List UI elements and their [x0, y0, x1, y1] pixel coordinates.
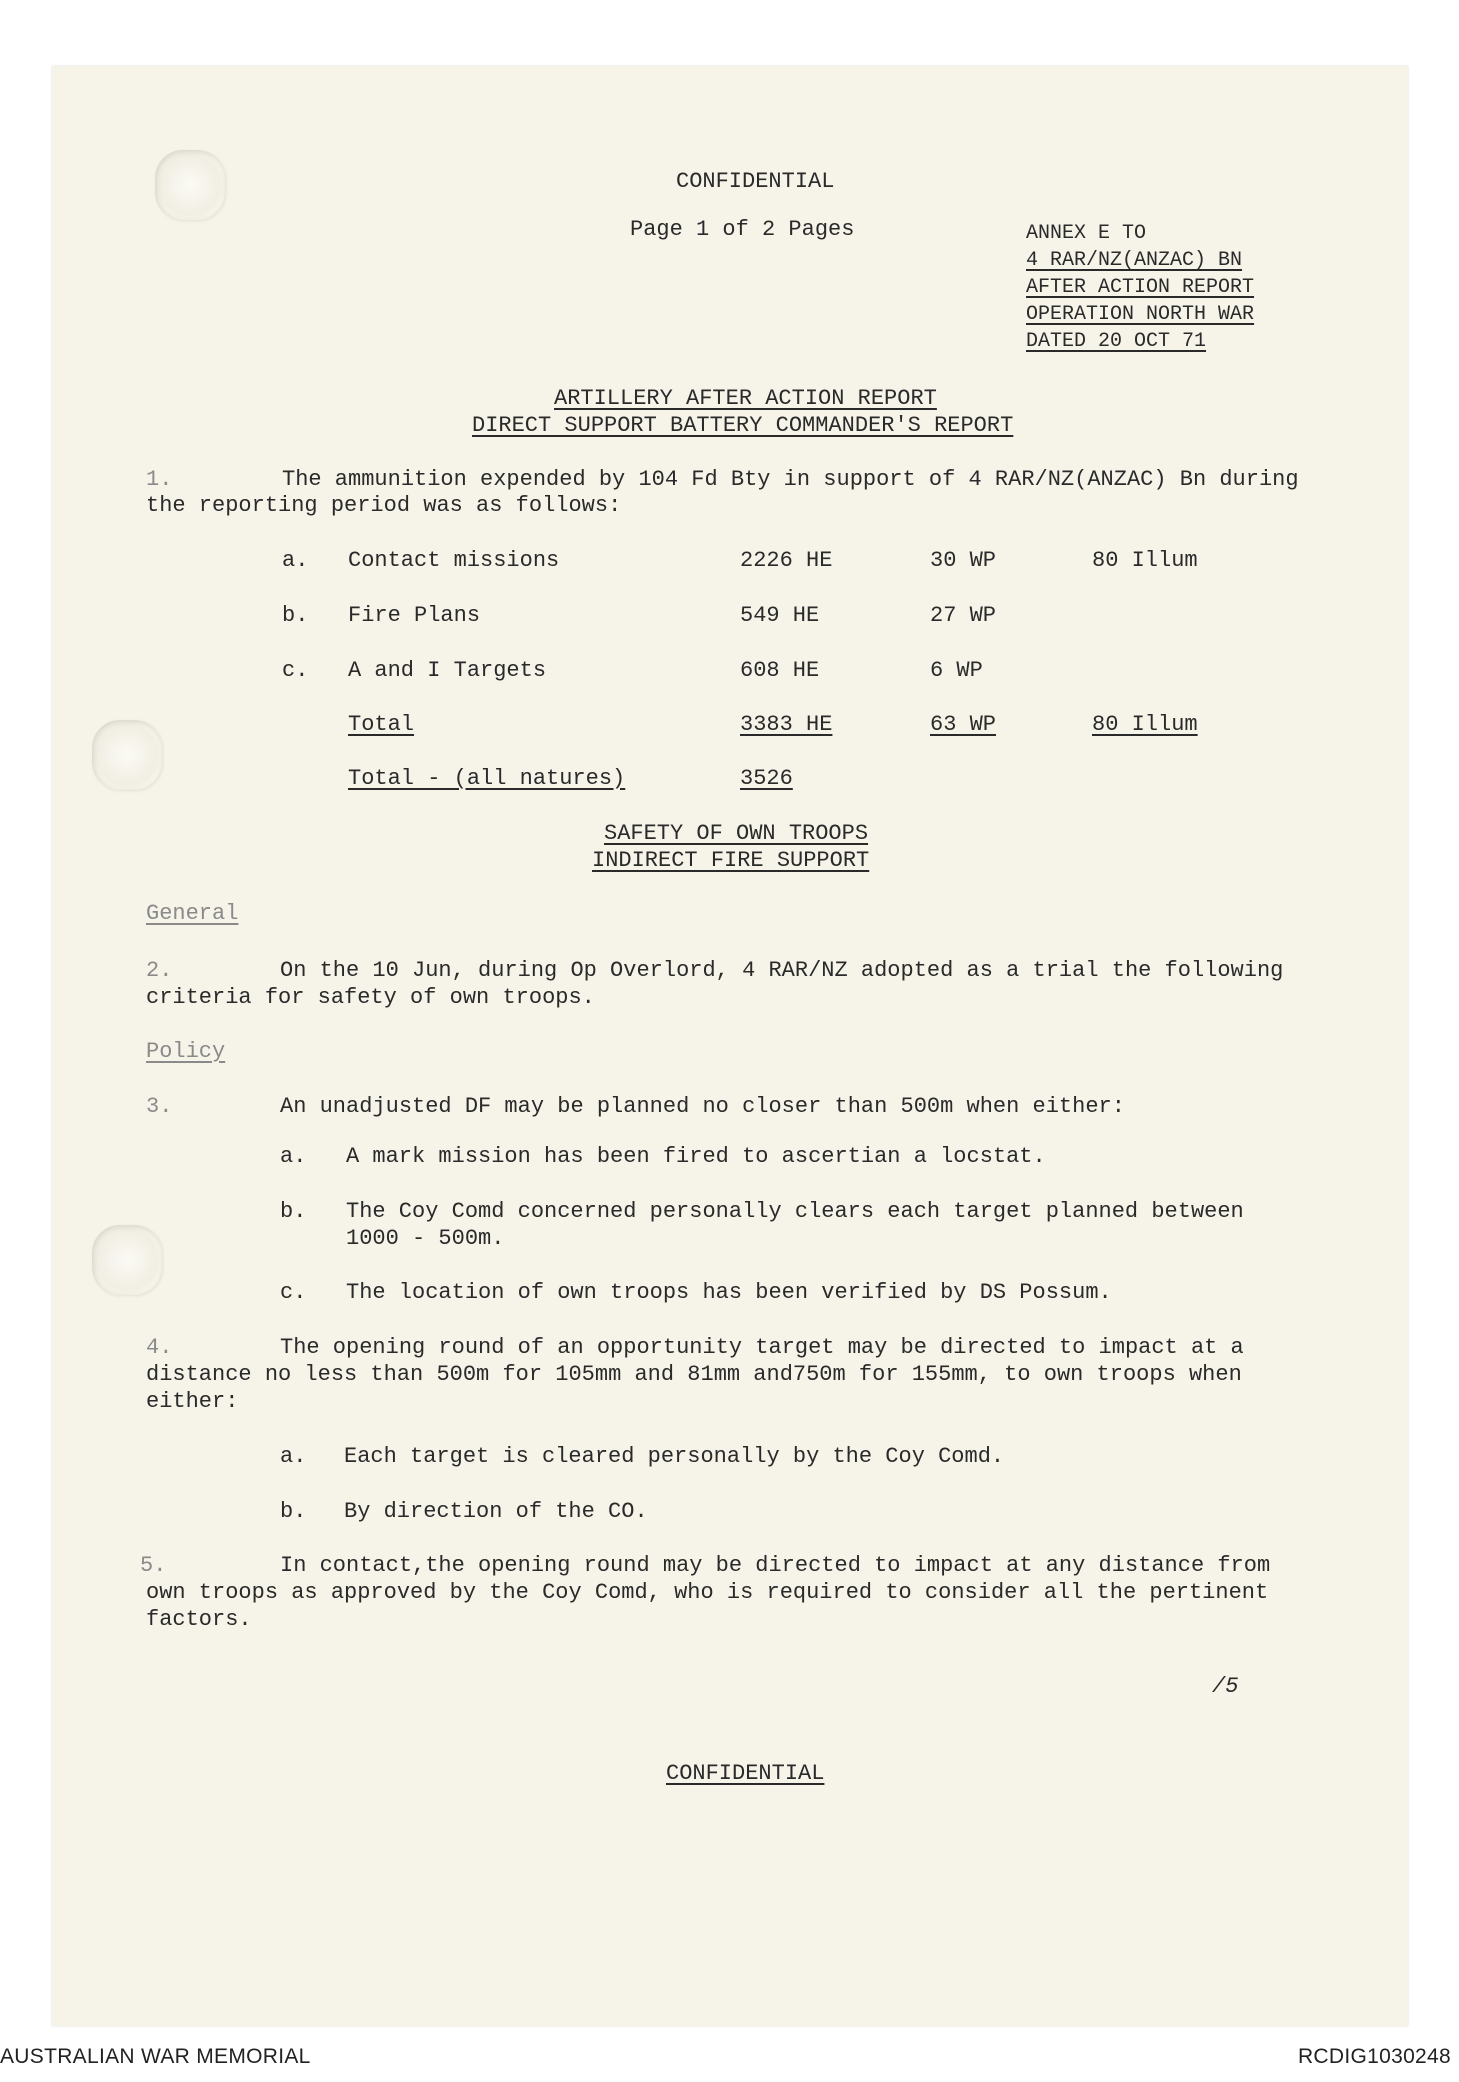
ammo-grand-total-desc: Total - (all natures) [348, 766, 626, 791]
archive-credit: AUSTRALIAN WAR MEMORIAL [0, 2045, 311, 2068]
ammo-row-b-desc: Fire Plans [348, 603, 481, 628]
report-title-line-2: DIRECT SUPPORT BATTERY COMMANDER'S REPORT [472, 413, 1014, 438]
continuation-marker: /5 [1212, 1674, 1239, 1699]
para-3b-line-1: The Coy Comd concerned personally clears each target planned between [346, 1199, 1244, 1224]
archive-reference-id: RCDIG1030248 [1297, 2045, 1451, 2068]
ammo-row-a-label: a. [282, 548, 309, 573]
ammo-row-c-wp: 6 WP [930, 658, 983, 683]
ammo-row-c-label: c. [282, 658, 309, 683]
ammo-row-a-desc: Contact missions [348, 548, 560, 573]
para-4a-text: Each target is cleared personally by the Coy Comd. [344, 1444, 1005, 1469]
para-4-line-2: distance no less than 500m for 105mm and 81mm and750m for 155mm, to own troops when [146, 1362, 1242, 1387]
para-4-number: 4. [146, 1335, 173, 1360]
ammo-row-a-wp: 30 WP [930, 548, 997, 573]
para-1-line-1: The ammunition expended by 104 Fd Bty in support of 4 RAR/NZ(ANZAC) Bn during [282, 467, 1299, 492]
ammo-row-a-he: 2226 HE [740, 548, 833, 573]
annex-reference [1026, 220, 1254, 355]
ammo-row-b-wp: 27 WP [930, 603, 997, 628]
ammo-row-c-desc: A and I Targets [348, 658, 547, 683]
ammo-total-he: 3383 HE [740, 712, 833, 737]
general-heading: General [146, 901, 239, 926]
annex-line-3: AFTER ACTION REPORT [1026, 276, 1255, 299]
report-title-line-1: ARTILLERY AFTER ACTION REPORT [554, 386, 937, 411]
para-3a-text: A mark mission has been fired to ascertian a locstat. [346, 1144, 1046, 1169]
policy-heading: Policy [146, 1039, 226, 1064]
classification-top: CONFIDENTIAL [676, 169, 835, 194]
annex-line-4: OPERATION NORTH WAR [1026, 303, 1255, 326]
para-3c-text: The location of own troops has been verified by DS Possum. [346, 1280, 1112, 1305]
para-5-number: 5. [140, 1553, 167, 1578]
para-1-line-2: the reporting period was as follows: [146, 493, 622, 518]
para-1-number: 1. [146, 467, 173, 492]
para-3a-label: a. [280, 1144, 307, 1169]
para-5-line-2: own troops as approved by the Coy Comd, who is required to consider all the pertinent [146, 1580, 1269, 1605]
page-count: Page 1 of 2 Pages [630, 217, 855, 242]
para-2-line-1: On the 10 Jun, during Op Overlord, 4 RAR/NZ adopted as a trial the following [280, 958, 1284, 983]
para-4-line-3: either: [146, 1389, 239, 1414]
para-3b-label: b. [280, 1199, 307, 1224]
para-4-line-1: The opening round of an opportunity target may be directed to impact at a [280, 1335, 1244, 1360]
ammo-row-b-he: 549 HE [740, 603, 820, 628]
document-page [52, 66, 1408, 2026]
ammo-row-b-label: b. [282, 603, 309, 628]
ammo-total-wp: 63 WP [930, 712, 997, 737]
para-3-number: 3. [146, 1094, 173, 1119]
para-2-number: 2. [146, 958, 173, 983]
para-4a-label: a. [280, 1444, 307, 1469]
para-3b-line-2: 1000 - 500m. [346, 1226, 505, 1251]
para-4b-label: b. [280, 1499, 307, 1524]
para-5-line-3: factors. [146, 1607, 252, 1632]
ammo-total-illum: 80 Illum [1092, 712, 1198, 737]
para-3-text: An unadjusted DF may be planned no closer than 500m when either: [280, 1094, 1125, 1119]
punch-hole-top [155, 150, 225, 220]
para-5-line-1: In contact,the opening round may be directed to impact at any distance from [280, 1553, 1271, 1578]
para-3c-label: c. [280, 1280, 307, 1305]
ammo-row-c-he: 608 HE [740, 658, 820, 683]
punch-hole-middle [92, 720, 162, 790]
ammo-grand-total-value: 3526 [740, 766, 793, 791]
para-4b-text: By direction of the CO. [344, 1499, 648, 1524]
ammo-row-a-illum: 80 Illum [1092, 548, 1198, 573]
punch-hole-bottom [92, 1225, 162, 1295]
annex-line-5: DATED 20 OCT 71 [1026, 330, 1207, 353]
classification-bottom: CONFIDENTIAL [666, 1761, 825, 1786]
section-heading-indirect-fire: INDIRECT FIRE SUPPORT [592, 848, 870, 873]
annex-line-1: ANNEX E TO [1026, 222, 1147, 245]
annex-line-2: 4 RAR/NZ(ANZAC) BN [1026, 249, 1243, 272]
ammo-total-desc: Total [348, 712, 415, 737]
section-heading-safety: SAFETY OF OWN TROOPS [604, 821, 869, 846]
para-2-line-2: criteria for safety of own troops. [146, 985, 595, 1010]
